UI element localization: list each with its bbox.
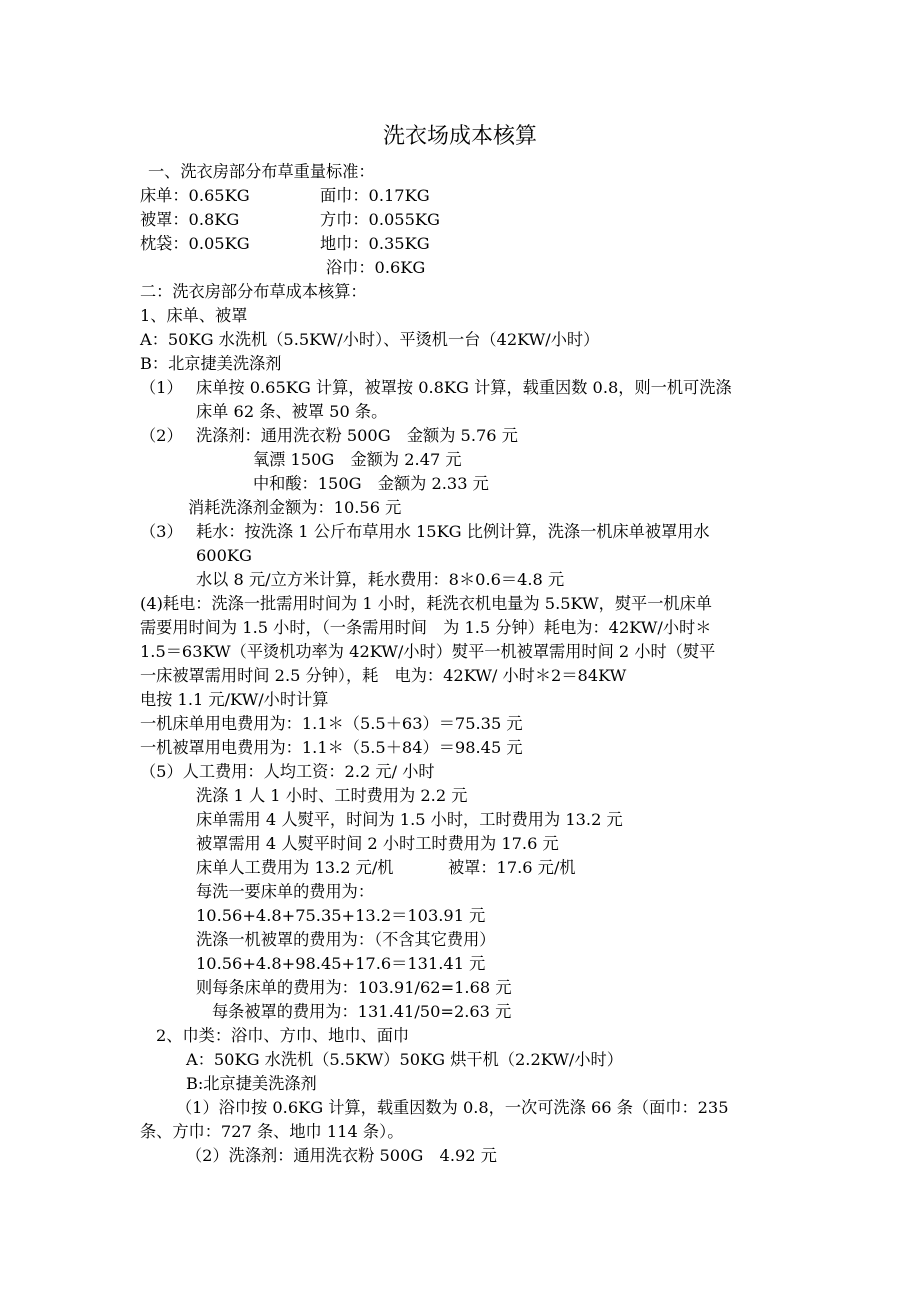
item-marker: （2） <box>140 426 183 445</box>
paragraph-line: A：50KG 水洗机（5.5KW）50KG 烘干机（2.2KW/小时） <box>186 1050 623 1069</box>
section2-heading: 二：洗衣房部分布草成本核算： <box>140 282 367 301</box>
formula-line: 10.56+4.8+98.45+17.6＝131.41 元 <box>196 954 486 973</box>
weight-row-right: 地巾：0.35KG <box>320 234 430 253</box>
paragraph-line: 需要用时间为 1.5 小时，（一条需用时间 为 1.5 分钟）耗电为：42KW/小时＊ <box>140 618 712 637</box>
paragraph-line: 电按 1.1 元/KW/小时计算 <box>140 690 329 709</box>
paragraph-line: 床单 62 条、被罩 50 条。 <box>196 402 388 421</box>
paragraph-line: （5）人工费用：人均工资：2.2 元/ 小时 <box>140 762 435 781</box>
weight-row-left: 被罩：0.8KG <box>140 210 240 229</box>
paragraph-line: 耗水：按洗涤 1 公斤布草用水 15KG 比例计算，洗涤一机床单被罩用水 <box>196 522 710 541</box>
paragraph-line: 1.5＝63KW（平烫机功率为 42KW/小时）熨平一机被罩需用时间 2 小时（熨平 <box>140 642 716 661</box>
paragraph-line: 洗涤 1 人 1 小时、工时费用为 2.2 元 <box>196 786 468 805</box>
paragraph-line: 600KG <box>196 546 252 565</box>
paragraph-line: 消耗洗涤剂金额为：10.56 元 <box>188 498 402 517</box>
paragraph-line: （2）洗涤剂：通用洗衣粉 500G 4.92 元 <box>186 1146 497 1165</box>
page-title: 洗衣场成本核算 <box>382 124 537 149</box>
paragraph-line: 一床被罩需用时间 2.5 分钟），耗 电为：42KW/ 小时＊2＝84KW <box>140 666 627 685</box>
paragraph-line: 水以 8 元/立方米计算，耗水费用：8＊0.6＝4.8 元 <box>196 570 565 589</box>
paragraph-line: 条、方巾：727 条、地巾 114 条）。 <box>140 1122 404 1141</box>
paragraph-line: (4)耗电：洗涤一批需用时间为 1 小时，耗洗衣机电量为 5.5KW，熨平一机床单 <box>140 594 712 613</box>
paragraph-line: A：50KG 水洗机（5.5KW/小时）、平烫机一台（42KW/小时） <box>140 330 600 349</box>
formula-line: 10.56+4.8+75.35+13.2＝103.91 元 <box>196 906 486 925</box>
paragraph-line: 一机床单用电费用为：1.1＊（5.5＋63）＝75.35 元 <box>140 714 523 733</box>
paragraph-line: 洗涤一机被罩的费用为：（不含其它费用） <box>196 930 496 949</box>
paragraph-line: 氧漂 150G 金额为 2.47 元 <box>253 450 462 469</box>
formula-line: 则每条床单的费用为：103.91/62=1.68 元 <box>196 978 512 997</box>
subsection-heading: 2、巾类：浴巾、方巾、地巾、面巾 <box>156 1026 410 1045</box>
paragraph-line: 被罩：17.6 元/机 <box>448 858 576 877</box>
section1-heading: 一、洗衣房部分布草重量标准： <box>148 162 375 181</box>
paragraph-line: 一机被罩用电费用为：1.1＊（5.5＋84）＝98.45 元 <box>140 738 523 757</box>
subsection-heading: 1、床单、被罩 <box>140 306 248 325</box>
paragraph-line: 床单人工费用为 13.2 元/机 <box>196 858 394 877</box>
paragraph-line: 中和酸：150G 金额为 2.33 元 <box>253 474 489 493</box>
weight-row-left: 床单：0.65KG <box>140 186 250 205</box>
item-marker: （1） <box>140 378 183 397</box>
weight-row-right: 方巾：0.055KG <box>320 210 440 229</box>
paragraph-line: 床单需用 4 人熨平，时间为 1.5 小时，工时费用为 13.2 元 <box>196 810 623 829</box>
weight-row-right: 浴巾：0.6KG <box>326 258 426 277</box>
paragraph-line: B:北京捷美洗涤剂 <box>186 1074 317 1093</box>
paragraph-line: 洗涤剂：通用洗衣粉 500G 金额为 5.76 元 <box>196 426 518 445</box>
paragraph-line: 被罩需用 4 人熨平时间 2 小时工时费用为 17.6 元 <box>196 834 559 853</box>
weight-row-left: 枕袋：0.05KG <box>140 234 250 253</box>
formula-line: 每条被罩的费用为：131.41/50=2.63 元 <box>212 1002 512 1021</box>
paragraph-line: 床单按 0.65KG 计算，被罩按 0.8KG 计算，载重因数 0.8，则一机可洗涤 <box>196 378 732 397</box>
paragraph-line: （1）浴巾按 0.6KG 计算，载重因数为 0.8，一次可洗涤 66 条（面巾：235 <box>176 1098 729 1117</box>
weight-row-right: 面巾：0.17KG <box>320 186 430 205</box>
paragraph-line: B：北京捷美洗涤剂 <box>140 354 282 373</box>
item-marker: （3） <box>140 522 183 541</box>
paragraph-line: 每洗一要床单的费用为： <box>196 882 375 901</box>
